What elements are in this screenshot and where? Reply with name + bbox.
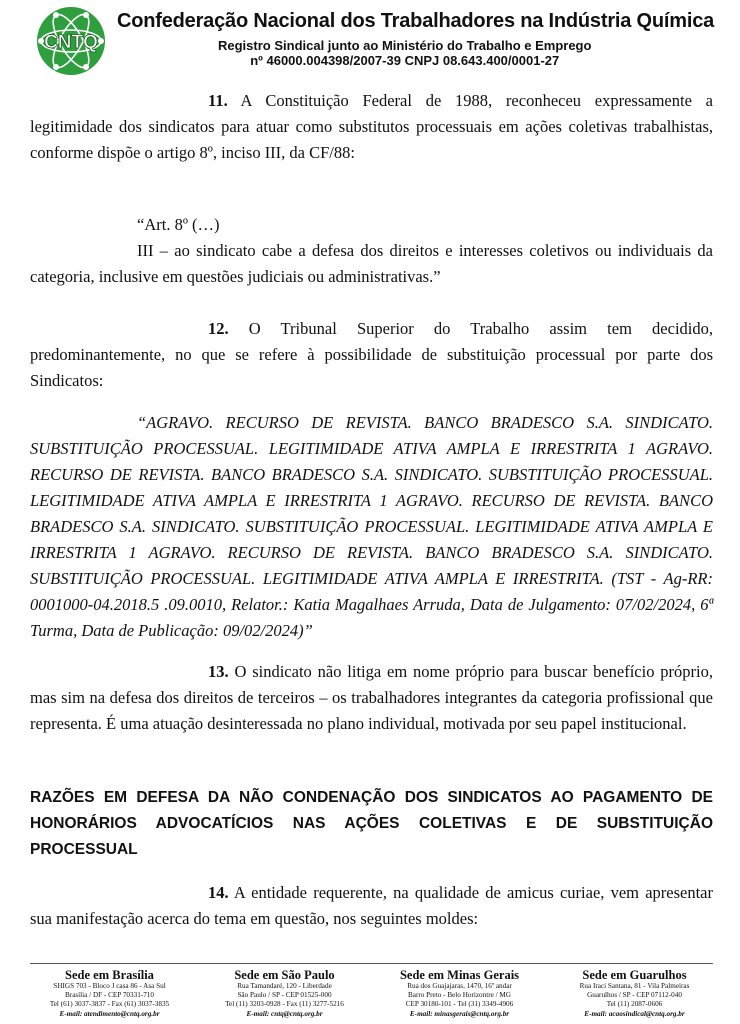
office-city: São Paulo / SP - CEP 01525-000 (237, 991, 332, 999)
office-name: Sede em Minas Gerais (399, 968, 520, 982)
paragraph-number: 14. (208, 883, 229, 902)
paragraph-14 (30, 880, 713, 932)
office-address: Rua Iraci Santana, 81 - Vila Palmeiras (579, 982, 690, 990)
office-phone: Tel (11) 2087-0606 (606, 1000, 663, 1008)
office-address: Rua dos Guajajaras, 1470, 16º andar (407, 982, 512, 990)
office-email[interactable]: E-mail: minasgerais@cntq.org.br (409, 1010, 510, 1018)
registration-line-1: Registro Sindical junto ao Ministério do Trabalho e Emprego (218, 38, 592, 53)
registration-line-2: nº 46000.004398/2007-39 CNPJ 08.643.400/0001-27 (250, 53, 560, 68)
paragraph-number: 11. (208, 91, 228, 110)
office-name: Sede em Brasília (65, 968, 154, 982)
organization-name: Confederação Nacional dos Trabalhadores na Indústria Química (117, 10, 715, 32)
section-heading: RAZÕES EM DEFESA DA NÃO CONDENAÇÃO DOS SINDICATOS AO PAGAMENTO DE HONORÁRIOS ADVOCATÍCIOS NAS AÇÕES COLETIVAS E DE SUBSTITUIÇÃO PROCESSUAL (30, 789, 713, 858)
jurisprudence-text: “AGRAVO. RECURSO DE REVISTA. BANCO BRADESCO S.A. SINDICATO. SUBSTITUIÇÃO PROCESSUAL. LEGITIMIDADE ATIVA AMPLA E IRRESTRITA 1 AGRAVO. RECURSO DE REVISTA. BANCO BRADESCO S.A. SINDICATO. SUBSTITUIÇÃO PROCESSUAL. LEGITIMIDADE ATIVA AMPLA E IRRESTRITA 1 AGRAVO. RECURSO DE REVISTA. BANCO BRADESCO S.A. SINDICATO. SUBSTITUIÇÃO PROCESSUAL. LEGITIMIDADE ATIVA AMPLA E IRRESTRITA 1 AGRAVO. RECURSO DE REVISTA. BANCO BRADESCO S.A. SINDICATO. SUBSTITUIÇÃO PROCESSUAL. LEGITIMIDADE ATIVA AMPLA E IRRESTRITA. (TST - Ag-RR: 0001000-04.2018.5 .09.0010, Relator.: Katia Magalhaes Arruda, Data de Julgamento: 07/02/2024, 6ª Turma, Data de Publicação: 09/02/2024)” (30, 413, 713, 640)
paragraph-number: 12. (208, 319, 229, 338)
office-email[interactable]: E-mail: atendimento@cntq.org.br (59, 1010, 160, 1018)
office-city: Barro Preto - Belo Horizontre / MG (408, 991, 511, 999)
footer-divider (30, 963, 713, 964)
office-address: SHIGS 703 - Bloco J casa 86 - Asa Sul (53, 982, 166, 990)
office-address: Rua Tamandaré, 120 - Liberdade (237, 982, 332, 990)
office-guarulhos (547, 968, 722, 1019)
paragraph-number: 13. (208, 662, 229, 681)
constitution-quote (30, 212, 713, 290)
paragraph-11 (30, 88, 713, 166)
paragraph-text: A Constituição Federal de 1988, reconheceu expressamente a legitimidade dos sindicatos para atuar como substitutos processuais em ações coletivas trabalhistas, conforme dispõe o artigo 8º, inciso III, da CF/88: (30, 91, 713, 162)
office-email[interactable]: E-mail: cntq@cntq.org.br (246, 1010, 323, 1018)
office-city: Guarulhos / SP - CEP 07112-040 (587, 991, 682, 999)
office-email[interactable]: E-mail: acaosindical@cntq.org.br (584, 1010, 685, 1018)
quote-line-1: “Art. 8º (…) (137, 215, 220, 234)
registration-info (218, 38, 591, 68)
logo-text: CNTQ (44, 32, 98, 53)
paragraph-12 (30, 316, 713, 394)
office-name: Sede em Guarulhos (582, 968, 687, 982)
cntq-logo (30, 4, 112, 78)
jurisprudence-quote (30, 410, 713, 644)
office-brasilia (22, 968, 197, 1019)
office-phone: CEP 30180-101 - Tel (31) 3349-4906 (405, 1000, 514, 1008)
paragraph-text: A entidade requerente, na qualidade de amicus curiae, vem apresentar sua manifestação acerca do tema em questão, nos seguintes moldes: (30, 883, 713, 928)
office-phone: Tel (61) 3037-3837 - Fax (61) 3037-3835 (49, 1000, 170, 1008)
office-sao-paulo (197, 968, 372, 1019)
letterhead (0, 0, 740, 80)
paragraph-13 (30, 659, 713, 737)
office-name: Sede em São Paulo (234, 968, 335, 982)
office-phone: Tel (11) 3203-0928 - Fax (11) 3277-5216 (225, 1000, 344, 1008)
paragraph-text: O sindicato não litiga em nome próprio para buscar benefício próprio, mas sim na defesa dos direitos de terceiros – os trabalhadores integrantes da categoria profissional que representa. É uma atuação desinteressada no plano individual, motivada por seu papel institucional. (30, 662, 713, 733)
paragraph-text: O Tribunal Superior do Trabalho assim tem decidido, predominantemente, no que se refere à possibilidade de substituição processual por parte dos Sindicatos: (30, 319, 713, 390)
footer (22, 968, 722, 1024)
office-city: Brasília / DF - CEP 70331-710 (65, 991, 154, 999)
office-minas-gerais (372, 968, 547, 1019)
quote-line-2: III – ao sindicato cabe a defesa dos direitos e interesses coletivos ou individuais da categoria, inclusive em questões judiciais ou administrativas.” (30, 241, 713, 286)
